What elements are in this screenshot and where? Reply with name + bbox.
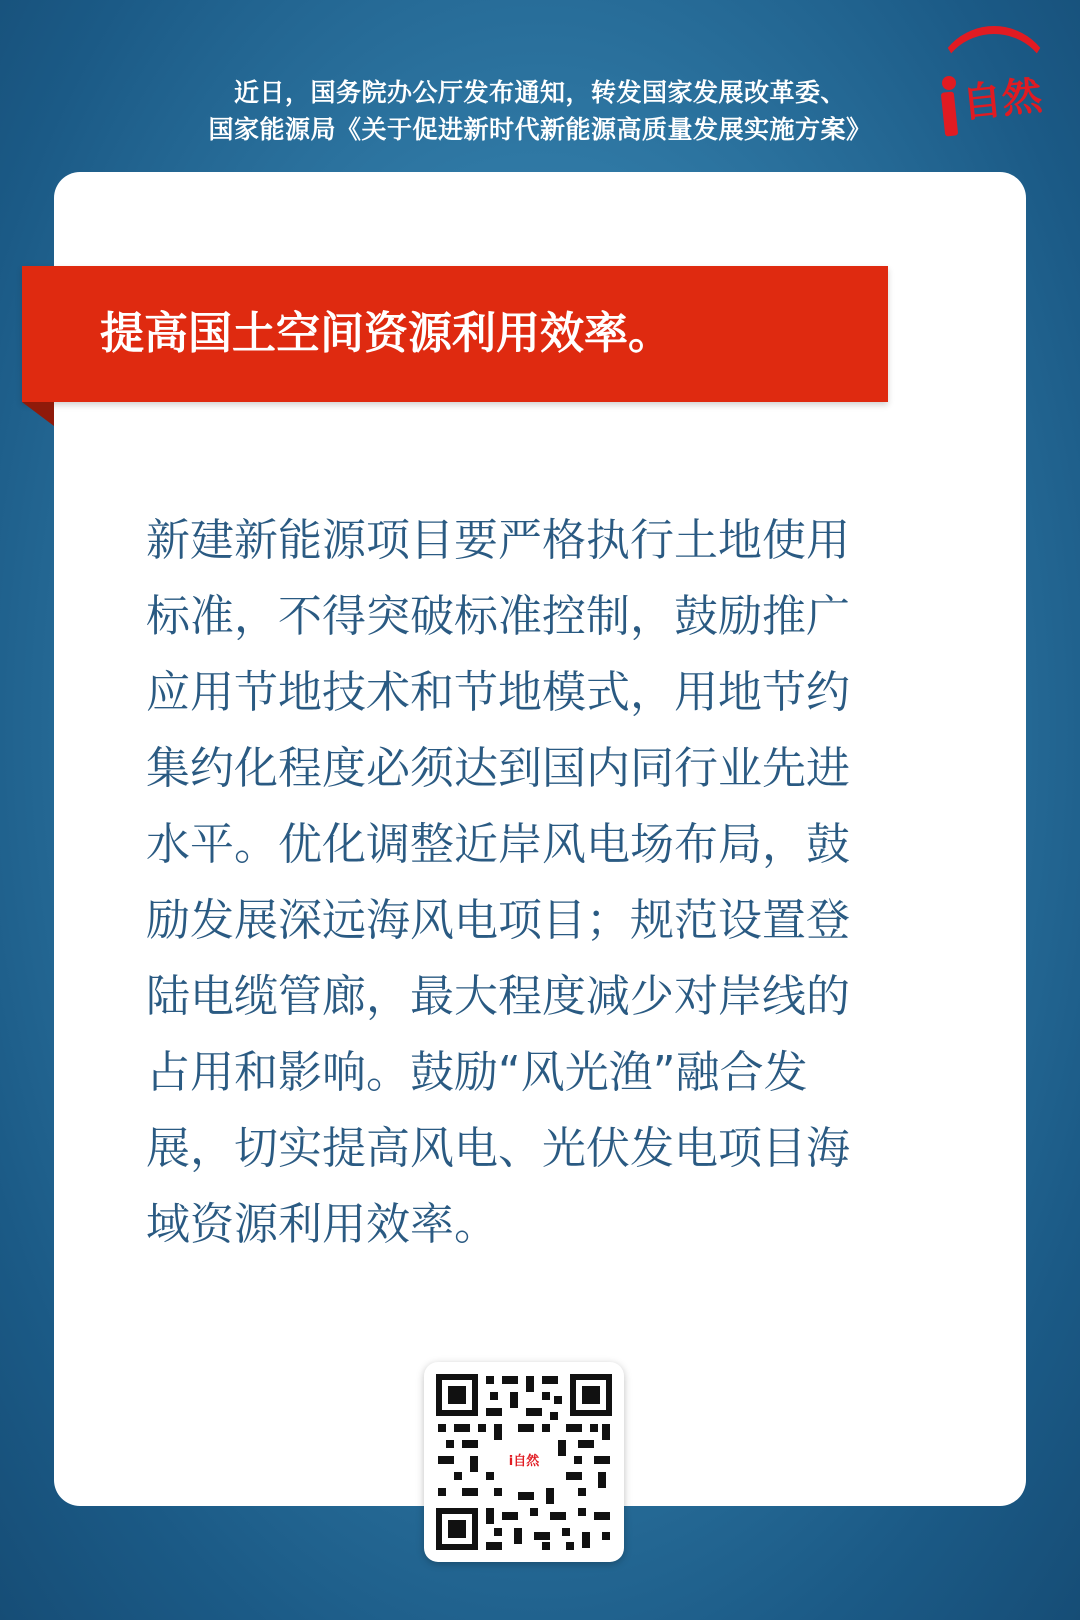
qr-center-logo: i自然 — [504, 1442, 544, 1482]
header-intro — [0, 74, 1080, 148]
header-line-1: 近日，国务院办公厅发布通知，转发国家发展改革委、 — [233, 78, 846, 107]
title-banner — [22, 266, 888, 402]
body-paragraph: 新建新能源项目要严格执行土地使用 标准，不得突破标准控制，鼓励推广 应用节地技术和节地模式，用地节约 集约化程度必须达到国内同行业先进 水平。优化调整近岸风电场布局，鼓 励发展深远海风电项目；规范设置登 陆电缆管廊，最大程度减少对岸线的 占用和影响。鼓励“风光渔”融合发 展，切实提高风电、光伏发电项目海 域资源利用效率。 — [146, 515, 850, 1250]
logo-text: 自然 — [959, 72, 1045, 128]
qr-code[interactable] — [424, 1362, 624, 1562]
header-line-2: 国家能源局《关于促进新时代新能源高质量发展实施方案》 — [208, 115, 872, 144]
logo-i-dot-icon — [942, 76, 956, 90]
banner-title: 提高国土空间资源利用效率。 — [100, 308, 672, 359]
brand-logo — [920, 26, 1070, 136]
banner-fold-shadow — [22, 402, 54, 426]
